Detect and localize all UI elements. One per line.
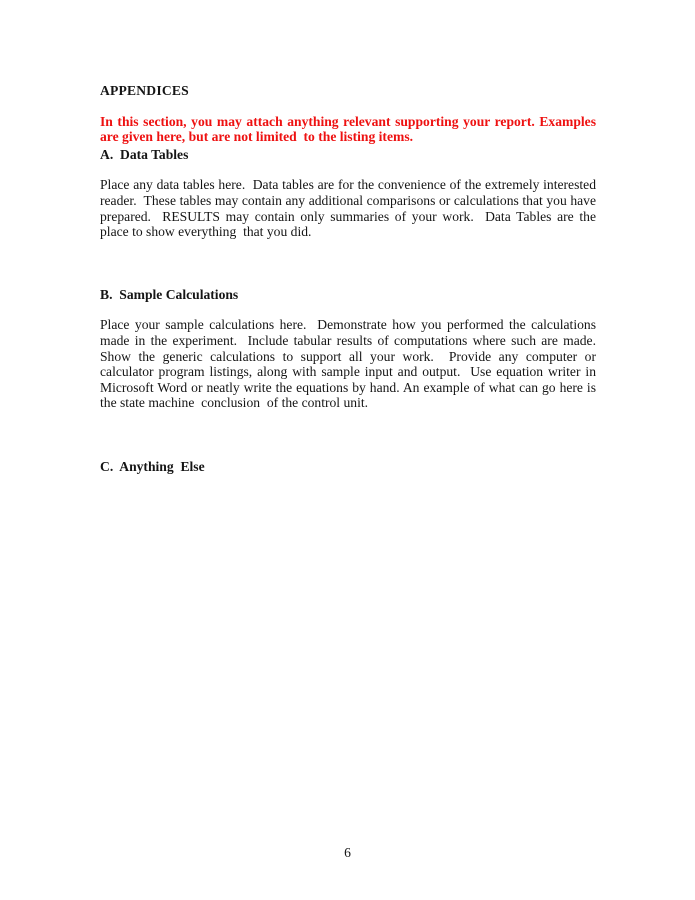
section-b-body: Place your sample calculations here. Demonstrate how you performed the calculations made in the experiment. Include tabular results of computations where such are made. Show the generic calculations to support all your work. Provide any computer or calculator program listings, along with sample input and output. Use equation writer in Microsoft Word or neatly write the equations by hand. An example of what can go here is the state machine conclusion of the control unit. (100, 317, 603, 411)
section-a-body: Place any data tables here. Data tables are for the convenience of the extremely interested reader. These tables may contain any additional comparisons or calculations that you have prepared. RESULTS may contain only summaries of your work. Data Tables are the place to show everything that you did. (100, 177, 600, 240)
section-a-heading: A. Data Tables (100, 146, 189, 162)
page-number: 6 (344, 845, 351, 860)
section-b-heading: B. Sample Calculations (100, 286, 239, 302)
intro-note-red: In this section, you may attach anything relevant supporting your report. Examples are given here, but are not limited to the listing items. (100, 113, 600, 145)
document-content (100, 83, 603, 475)
section-c-heading: C. Anything Else (100, 458, 205, 474)
appendices-title: APPENDICES (100, 83, 189, 98)
